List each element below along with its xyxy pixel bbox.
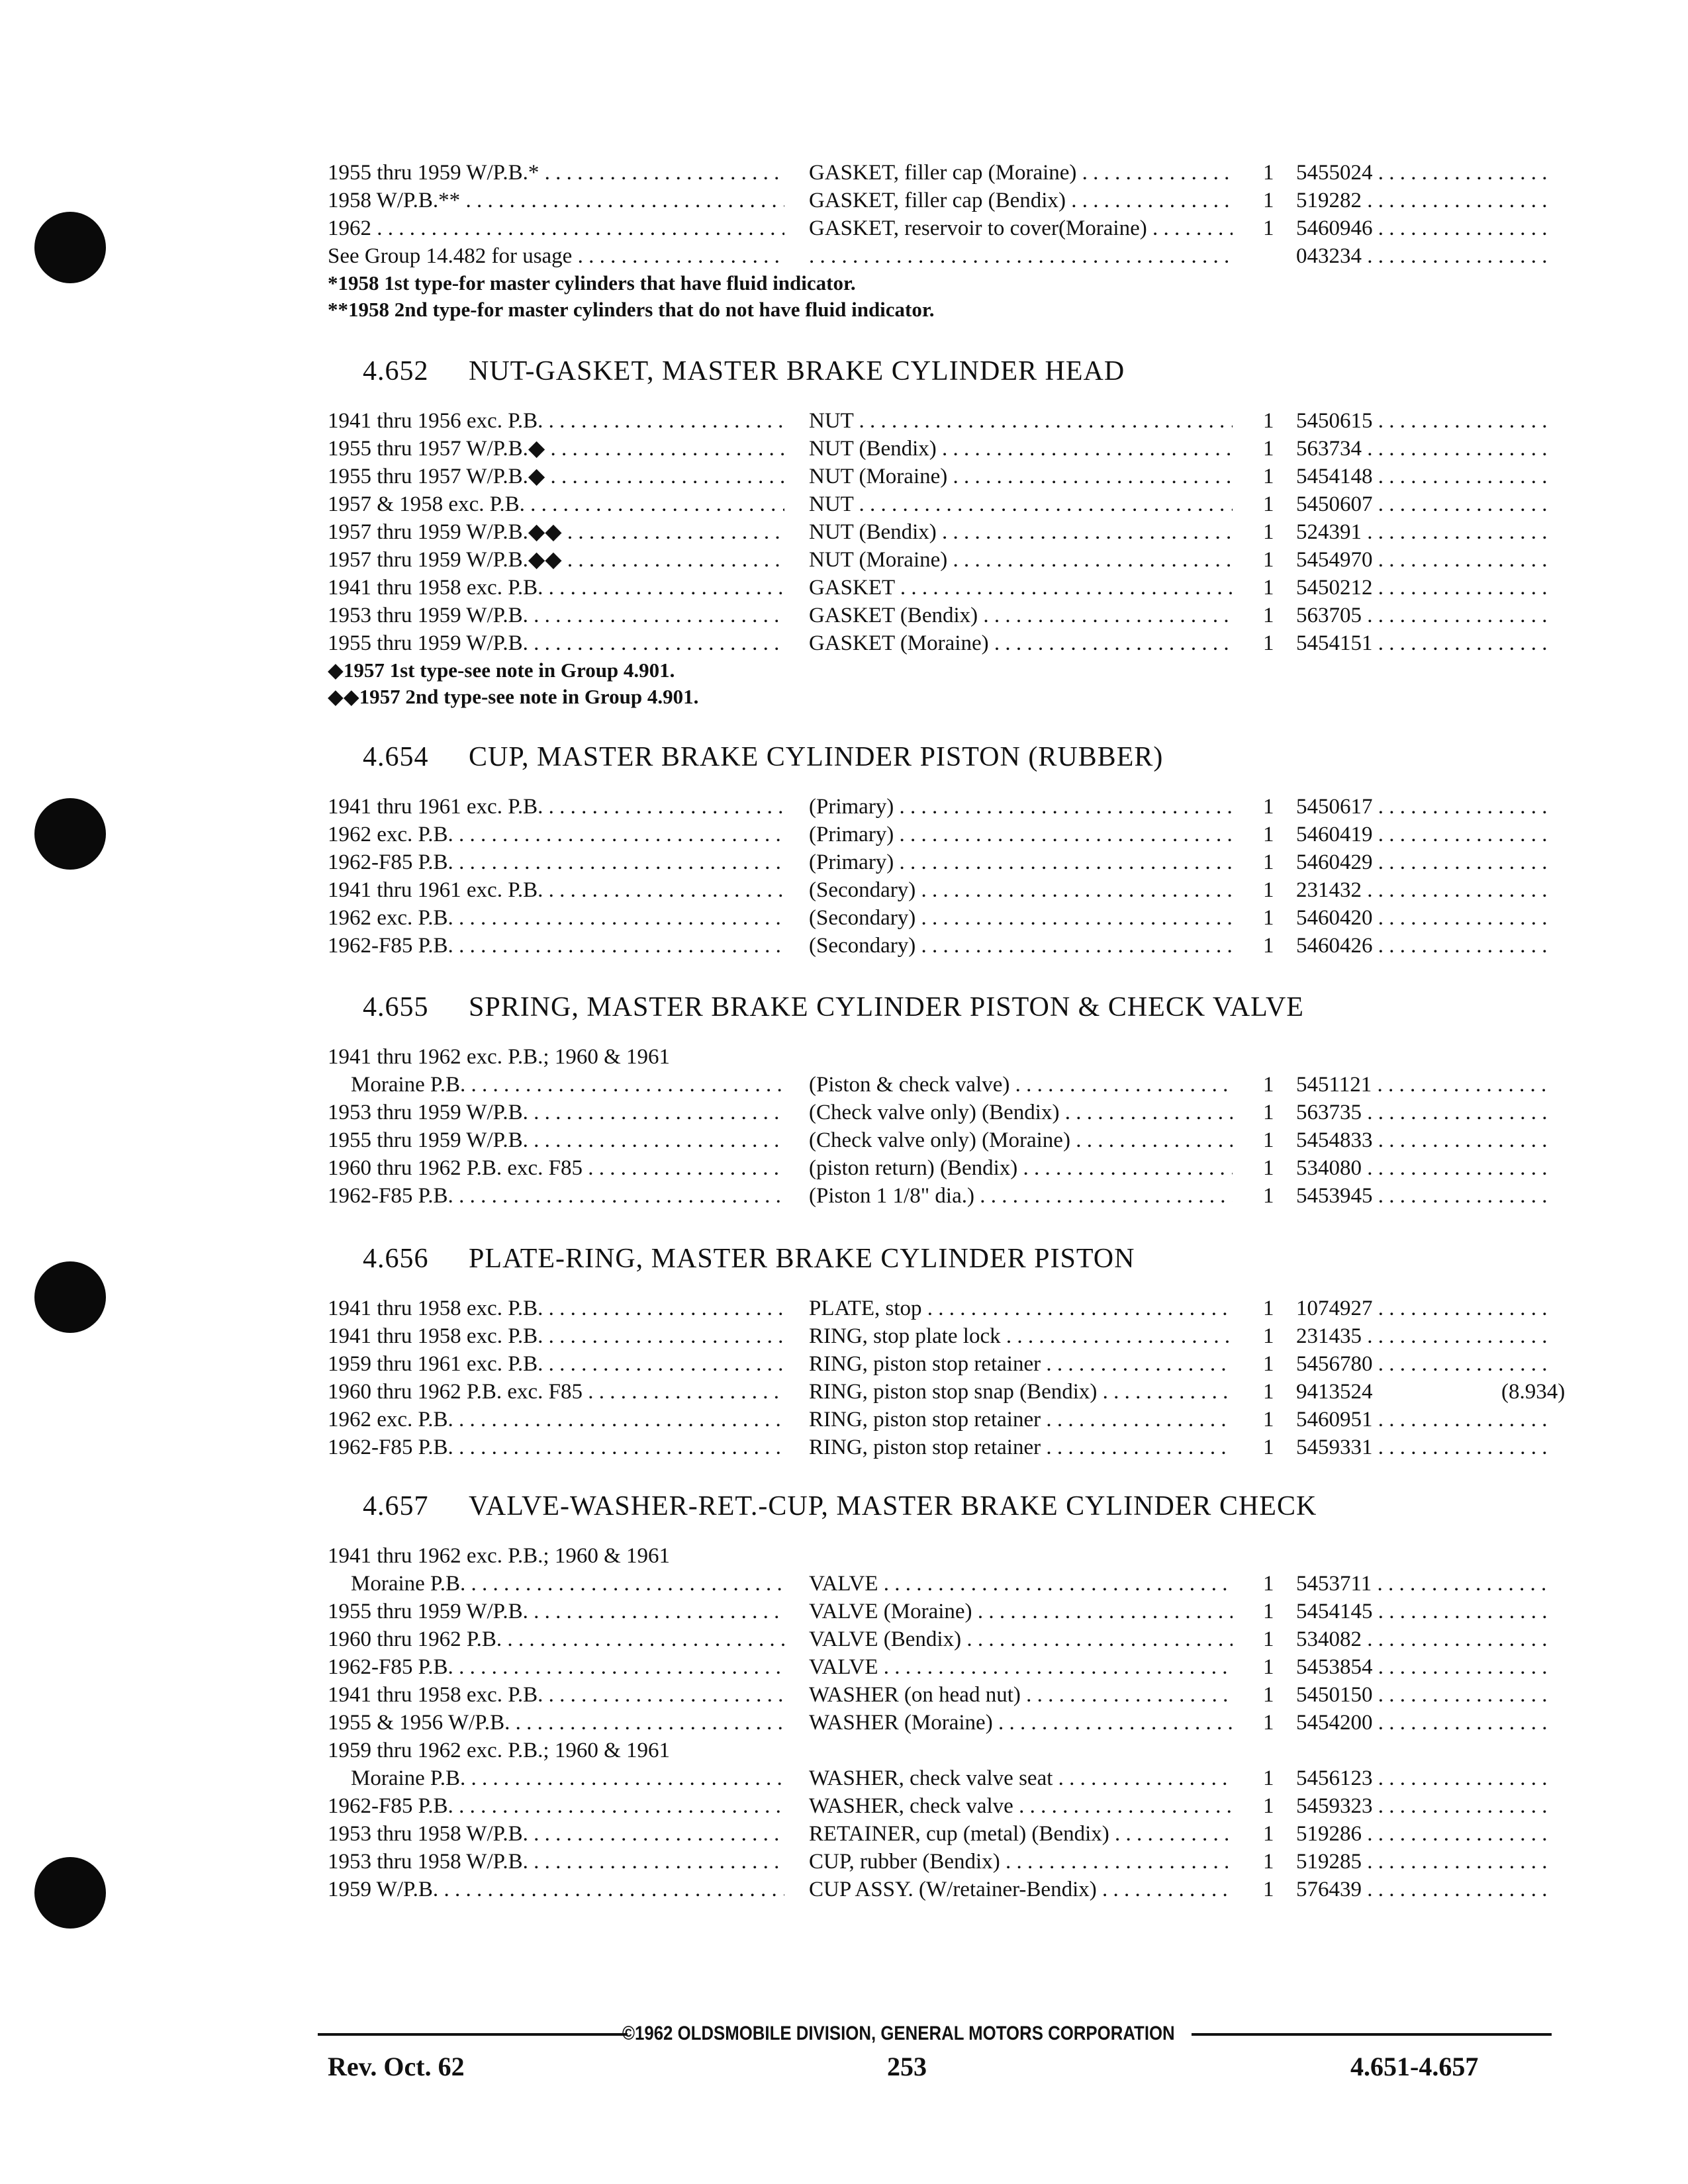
parts-row: [0, 1681, 1688, 1709]
row-quantity: 1: [1263, 1297, 1274, 1320]
row-description: CUP ASSY. (W/retainer-Bendix) . . .: [809, 1876, 1233, 1903]
row-description: RETAINER, cup (metal) (Bendix) . . .: [809, 1820, 1233, 1848]
row-part-number: 5460420 . . .: [1296, 904, 1548, 932]
row-description: WASHER (on head nut) . . .: [809, 1681, 1233, 1709]
row-quantity: 1: [1263, 1794, 1274, 1818]
parts-row: [0, 1433, 1688, 1461]
parts-row: [0, 1406, 1688, 1433]
row-quantity: 1: [1263, 216, 1274, 240]
row-part-number: 5454833 . . .: [1296, 1126, 1548, 1154]
row-quantity: 1: [1263, 1683, 1274, 1707]
section-title: VALVE-WASHER-RET.-CUP, MASTER BRAKE CYLINDER CHECK: [469, 1491, 1317, 1522]
row-application: 1958 W/P.B.** . . .: [328, 187, 784, 214]
row-application: Moraine P.B. . . .: [351, 1570, 784, 1598]
row-description: RING, piston stop retainer . . .: [809, 1406, 1233, 1433]
row-part-number: 5450615 . . .: [1296, 407, 1548, 435]
footnote: ◆◆1957 2nd type-see note in Group 4.901.: [328, 685, 699, 708]
parts-row: [0, 876, 1688, 904]
row-application: 1955 thru 1959 W/P.B.* . . .: [328, 159, 784, 187]
row-description: NUT (Bendix) . . .: [809, 435, 1233, 463]
row-description: (Primary) . . .: [809, 793, 1233, 821]
row-quantity: 1: [1263, 1822, 1274, 1846]
row-description: [809, 242, 1233, 270]
row-quantity: 1: [1263, 1435, 1274, 1459]
row-quantity: 1: [1263, 1352, 1274, 1376]
row-quantity: 1: [1263, 934, 1274, 958]
row-application: 1941 thru 1958 exc. P.B. . . .: [328, 1322, 784, 1350]
row-quantity: 1: [1263, 631, 1274, 655]
row-part-number: 9413524: [1296, 1380, 1373, 1404]
row-part-number: 519286 . . .: [1296, 1820, 1548, 1848]
row-application: 1953 thru 1958 W/P.B. . . .: [328, 1820, 784, 1848]
row-description: (Primary) . . .: [809, 821, 1233, 848]
row-description: (Piston 1 1/8" dia.) . . .: [809, 1182, 1233, 1210]
row-quantity: 1: [1263, 409, 1274, 433]
row-description: (Primary) . . .: [809, 848, 1233, 876]
parts-row: [0, 159, 1688, 187]
row-part-number: 5453711 . . .: [1296, 1570, 1548, 1598]
parts-row: [0, 821, 1688, 848]
row-part-number: 534082 . . .: [1296, 1625, 1548, 1653]
row-part-number: 519285 . . .: [1296, 1848, 1548, 1876]
row-quantity: 1: [1263, 1101, 1274, 1124]
row-part-number: 576439 . . .: [1296, 1876, 1548, 1903]
footnote: ◆1957 1st type-see note in Group 4.901.: [328, 659, 675, 682]
row-part-number: 5454200 . . .: [1296, 1709, 1548, 1737]
parts-row: [0, 1848, 1688, 1876]
row-part-number: 5459331 . . .: [1296, 1433, 1548, 1461]
section-title: PLATE-RING, MASTER BRAKE CYLINDER PISTON: [469, 1244, 1135, 1274]
parts-row: [0, 1350, 1688, 1378]
row-description: NUT . . .: [809, 407, 1233, 435]
parts-row: [0, 1295, 1688, 1322]
row-part-number: 5460951 . . .: [1296, 1406, 1548, 1433]
row-application: 1959 W/P.B. . . .: [328, 1876, 784, 1903]
parts-row: [0, 1820, 1688, 1848]
row-description: VALVE (Moraine) . . .: [809, 1598, 1233, 1625]
row-part-number: 5450607 . . .: [1296, 490, 1548, 518]
row-application: 1953 thru 1958 W/P.B. . . .: [328, 1848, 784, 1876]
row-application: 1941 thru 1958 exc. P.B. . . .: [328, 1295, 784, 1322]
parts-row: [0, 407, 1688, 435]
footer-rule: [318, 2033, 628, 2036]
row-quantity: 1: [1263, 1655, 1274, 1679]
row-application: 1941 thru 1962 exc. P.B.; 1960 & 1961: [328, 1045, 670, 1069]
row-quantity: 1: [1263, 1128, 1274, 1152]
section-number: 4.657: [363, 1491, 429, 1522]
row-part-number: 231432 . . .: [1296, 876, 1548, 904]
row-quantity: 1: [1263, 1711, 1274, 1735]
row-description: VALVE . . .: [809, 1653, 1233, 1681]
row-description: RING, piston stop retainer . . .: [809, 1433, 1233, 1461]
row-description: GASKET (Bendix) . . .: [809, 602, 1233, 629]
row-quantity: 1: [1263, 878, 1274, 902]
parts-row: [0, 518, 1688, 546]
row-application: 1962 exc. P.B. . . .: [328, 1406, 784, 1433]
row-description: (Check valve only) (Bendix) . . .: [809, 1099, 1233, 1126]
row-application: 1962-F85 P.B. . . .: [328, 1792, 784, 1820]
row-application: 1959 thru 1961 exc. P.B. . . .: [328, 1350, 784, 1378]
row-application: 1957 & 1958 exc. P.B. . . .: [328, 490, 784, 518]
section-heading: [363, 740, 1163, 774]
row-part-number: 5460946 . . .: [1296, 214, 1548, 242]
row-quantity: 1: [1263, 906, 1274, 930]
row-part-number: 5455024 . . .: [1296, 159, 1548, 187]
row-part-number: 5454151 . . .: [1296, 629, 1548, 657]
parts-row: [0, 463, 1688, 490]
row-quantity: 1: [1263, 1156, 1274, 1180]
section-heading: [363, 354, 1125, 388]
row-description: CUP, rubber (Bendix) . . .: [809, 1848, 1233, 1876]
row-part-number: 5460426 . . .: [1296, 932, 1548, 960]
row-description: GASKET, filler cap (Bendix) . . .: [809, 187, 1233, 214]
row-application: 1962-F85 P.B. . . .: [328, 1182, 784, 1210]
row-part-number: 5454148 . . .: [1296, 463, 1548, 490]
parts-row: [0, 1322, 1688, 1350]
row-application: Moraine P.B. . . .: [351, 1764, 784, 1792]
row-description: GASKET, filler cap (Moraine) . . .: [809, 159, 1233, 187]
row-part-number: 5460429 . . .: [1296, 848, 1548, 876]
row-application: 1962-F85 P.B. . . .: [328, 848, 784, 876]
row-part-number: 534080 . . .: [1296, 1154, 1548, 1182]
section-heading: [363, 990, 1304, 1024]
section-number: 4.654: [363, 742, 429, 772]
row-quantity: 1: [1263, 1850, 1274, 1874]
row-description: NUT (Bendix) . . .: [809, 518, 1233, 546]
parts-row: [0, 1126, 1688, 1154]
row-quantity: 1: [1263, 1572, 1274, 1596]
parts-row: [0, 1570, 1688, 1598]
row-description: GASKET, reservoir to cover(Moraine) . . .: [809, 214, 1233, 242]
row-description: (Piston & check valve) . . .: [809, 1071, 1233, 1099]
row-quantity: 1: [1263, 437, 1274, 461]
row-application: 1959 thru 1962 exc. P.B.; 1960 & 1961: [328, 1739, 670, 1762]
parts-row: [0, 1182, 1688, 1210]
row-quantity: 1: [1263, 492, 1274, 516]
row-application: 1953 thru 1959 W/P.B. . . .: [328, 602, 784, 629]
row-description: NUT . . .: [809, 490, 1233, 518]
row-application: 1960 thru 1962 P.B. exc. F85 . . .: [328, 1378, 784, 1406]
section-number: 4.656: [363, 1244, 429, 1274]
row-part-number: 5450617 . . .: [1296, 793, 1548, 821]
row-application: 1955 thru 1959 W/P.B. . . .: [328, 629, 784, 657]
row-description: PLATE, stop . . .: [809, 1295, 1233, 1322]
group-range: 4.651-4.657: [1350, 2052, 1479, 2081]
row-application: 1941 thru 1961 exc. P.B. . . .: [328, 876, 784, 904]
parts-row: [0, 629, 1688, 657]
footer-rule: [1192, 2033, 1552, 2036]
page-number: 253: [887, 2052, 927, 2081]
row-quantity: 1: [1263, 823, 1274, 846]
copyright-notice: ©1962 OLDSMOBILE DIVISION, GENERAL MOTORS CORPORATION: [622, 2023, 1175, 2044]
row-quantity: 1: [1263, 1766, 1274, 1790]
section-title: CUP, MASTER BRAKE CYLINDER PISTON (RUBBER): [469, 742, 1164, 772]
row-part-number: 5453854 . . .: [1296, 1653, 1548, 1681]
parts-row: [0, 1542, 1688, 1570]
row-application: Moraine P.B. . . .: [351, 1071, 784, 1099]
row-application: 1941 thru 1961 exc. P.B. . . .: [328, 793, 784, 821]
row-quantity: 1: [1263, 850, 1274, 874]
row-description: (Check valve only) (Moraine) . . .: [809, 1126, 1233, 1154]
row-application: 1955 thru 1959 W/P.B. . . .: [328, 1598, 784, 1625]
parts-row: [0, 1625, 1688, 1653]
parts-row: [0, 1709, 1688, 1737]
row-quantity: 1: [1263, 548, 1274, 572]
footnote: *1958 1st type-for master cylinders that have fluid indicator.: [328, 271, 856, 295]
parts-row: [0, 1876, 1688, 1903]
row-part-number: 524391 . . .: [1296, 518, 1548, 546]
row-description: NUT (Moraine) . . .: [809, 463, 1233, 490]
row-part-number: 563705 . . .: [1296, 602, 1548, 629]
row-part-number: 5451121 . . .: [1296, 1071, 1548, 1099]
row-description: VALVE . . .: [809, 1570, 1233, 1598]
row-application: 1962 exc. P.B. . . .: [328, 821, 784, 848]
row-part-number: 5450150 . . .: [1296, 1681, 1548, 1709]
parts-row: [0, 1154, 1688, 1182]
row-quantity: 1: [1263, 1184, 1274, 1208]
row-part-number: 5459323 . . .: [1296, 1792, 1548, 1820]
row-application: 1955 thru 1957 W/P.B.◆ . . .: [328, 435, 784, 463]
row-description: (piston return) (Bendix) . . .: [809, 1154, 1233, 1182]
row-part-number: 5454970 . . .: [1296, 546, 1548, 574]
parts-row: [0, 1043, 1688, 1071]
row-description: WASHER, check valve seat . . .: [809, 1764, 1233, 1792]
row-quantity: 1: [1263, 604, 1274, 627]
row-quantity: 1: [1263, 1324, 1274, 1348]
row-part-number: 5460419 . . .: [1296, 821, 1548, 848]
row-application: 1955 & 1956 W/P.B. . . .: [328, 1709, 784, 1737]
row-quantity: 1: [1263, 465, 1274, 488]
row-application: 1953 thru 1959 W/P.B. . . .: [328, 1099, 784, 1126]
parts-row: [0, 574, 1688, 602]
parts-row: [0, 1099, 1688, 1126]
parts-row: [0, 1737, 1688, 1764]
row-quantity: 1: [1263, 1408, 1274, 1432]
section-heading: [363, 1242, 1135, 1276]
parts-row: [0, 490, 1688, 518]
row-part-number: 5456123 . . .: [1296, 1764, 1548, 1792]
row-application: 1962-F85 P.B. . . .: [328, 932, 784, 960]
row-quantity: 1: [1263, 1380, 1274, 1404]
footnote: **1958 2nd type-for master cylinders that do not have fluid indicator.: [328, 298, 935, 321]
parts-row: [0, 1598, 1688, 1625]
row-application: 1941 thru 1958 exc. P.B. . . .: [328, 1681, 784, 1709]
row-application: 1941 thru 1958 exc. P.B. . . .: [328, 574, 784, 602]
row-application: 1941 thru 1962 exc. P.B.; 1960 & 1961: [328, 1544, 670, 1568]
row-quantity: 1: [1263, 189, 1274, 212]
row-description: (Secondary) . . .: [809, 932, 1233, 960]
row-quantity: 1: [1263, 795, 1274, 819]
parts-row: [0, 214, 1688, 242]
parts-row: [0, 1764, 1688, 1792]
row-part-number: 1074927 . . .: [1296, 1295, 1548, 1322]
row-quantity: 1: [1263, 1600, 1274, 1623]
row-application: 1962-F85 P.B. . . .: [328, 1653, 784, 1681]
row-part-number: 5453945 . . .: [1296, 1182, 1548, 1210]
row-quantity: 1: [1263, 161, 1274, 185]
row-application: 1941 thru 1956 exc. P.B. . . .: [328, 407, 784, 435]
section-heading: [363, 1489, 1317, 1524]
parts-row: [0, 1653, 1688, 1681]
row-description: GASKET (Moraine) . . .: [809, 629, 1233, 657]
parts-row: [0, 1792, 1688, 1820]
row-description: (Secondary) . . .: [809, 876, 1233, 904]
row-quantity: 1: [1263, 576, 1274, 600]
parts-row: [0, 848, 1688, 876]
section-title: SPRING, MASTER BRAKE CYLINDER PISTON & CHECK VALVE: [469, 992, 1304, 1023]
row-part-number: 519282 . . .: [1296, 187, 1548, 214]
section-number: 4.652: [363, 356, 429, 387]
row-description: RING, piston stop snap (Bendix) . . .: [809, 1378, 1233, 1406]
row-application: See Group 14.482 for usage . . .: [328, 242, 784, 270]
parts-row: [0, 793, 1688, 821]
row-group-reference: (8.934): [1501, 1380, 1566, 1404]
parts-row: [0, 1378, 1688, 1406]
row-part-number: 5450212 . . .: [1296, 574, 1548, 602]
section-number: 4.655: [363, 992, 429, 1023]
row-description: RING, stop plate lock . . .: [809, 1322, 1233, 1350]
row-description: WASHER, check valve . . .: [809, 1792, 1233, 1820]
row-part-number: 5456780 . . .: [1296, 1350, 1548, 1378]
row-quantity: 1: [1263, 1073, 1274, 1097]
row-application: 1957 thru 1959 W/P.B.◆◆ . . .: [328, 546, 784, 574]
parts-row: [0, 435, 1688, 463]
row-quantity: 1: [1263, 520, 1274, 544]
row-description: VALVE (Bendix) . . .: [809, 1625, 1233, 1653]
row-description: (Secondary) . . .: [809, 904, 1233, 932]
parts-row: [0, 546, 1688, 574]
row-application: 1962 . . .: [328, 214, 784, 242]
parts-row: [0, 1071, 1688, 1099]
parts-row: [0, 932, 1688, 960]
row-application: 1962-F85 P.B. . . .: [328, 1433, 784, 1461]
parts-row: [0, 904, 1688, 932]
row-description: NUT (Moraine) . . .: [809, 546, 1233, 574]
section-title: NUT-GASKET, MASTER BRAKE CYLINDER HEAD: [469, 356, 1125, 387]
row-application: 1962 exc. P.B. . . .: [328, 904, 784, 932]
row-application: 1955 thru 1959 W/P.B. . . .: [328, 1126, 784, 1154]
parts-row: [0, 187, 1688, 214]
row-application: 1960 thru 1962 P.B. exc. F85 . . .: [328, 1154, 784, 1182]
row-quantity: 1: [1263, 1627, 1274, 1651]
row-quantity: 1: [1263, 1878, 1274, 1901]
row-part-number: 563735 . . .: [1296, 1099, 1548, 1126]
row-description: GASKET . . .: [809, 574, 1233, 602]
row-description: RING, piston stop retainer . . .: [809, 1350, 1233, 1378]
row-application: 1960 thru 1962 P.B. . . .: [328, 1625, 784, 1653]
revision-date: Rev. Oct. 62: [328, 2052, 465, 2081]
row-application: 1955 thru 1957 W/P.B.◆ . . .: [328, 463, 784, 490]
row-part-number: 043234 . . .: [1296, 242, 1548, 270]
row-part-number: 563734 . . .: [1296, 435, 1548, 463]
row-part-number: 5454145 . . .: [1296, 1598, 1548, 1625]
row-part-number: 231435 . . .: [1296, 1322, 1548, 1350]
parts-row: [0, 602, 1688, 629]
row-description: WASHER (Moraine) . . .: [809, 1709, 1233, 1737]
parts-row: [0, 242, 1688, 270]
row-application: 1957 thru 1959 W/P.B.◆◆ . . .: [328, 518, 784, 546]
